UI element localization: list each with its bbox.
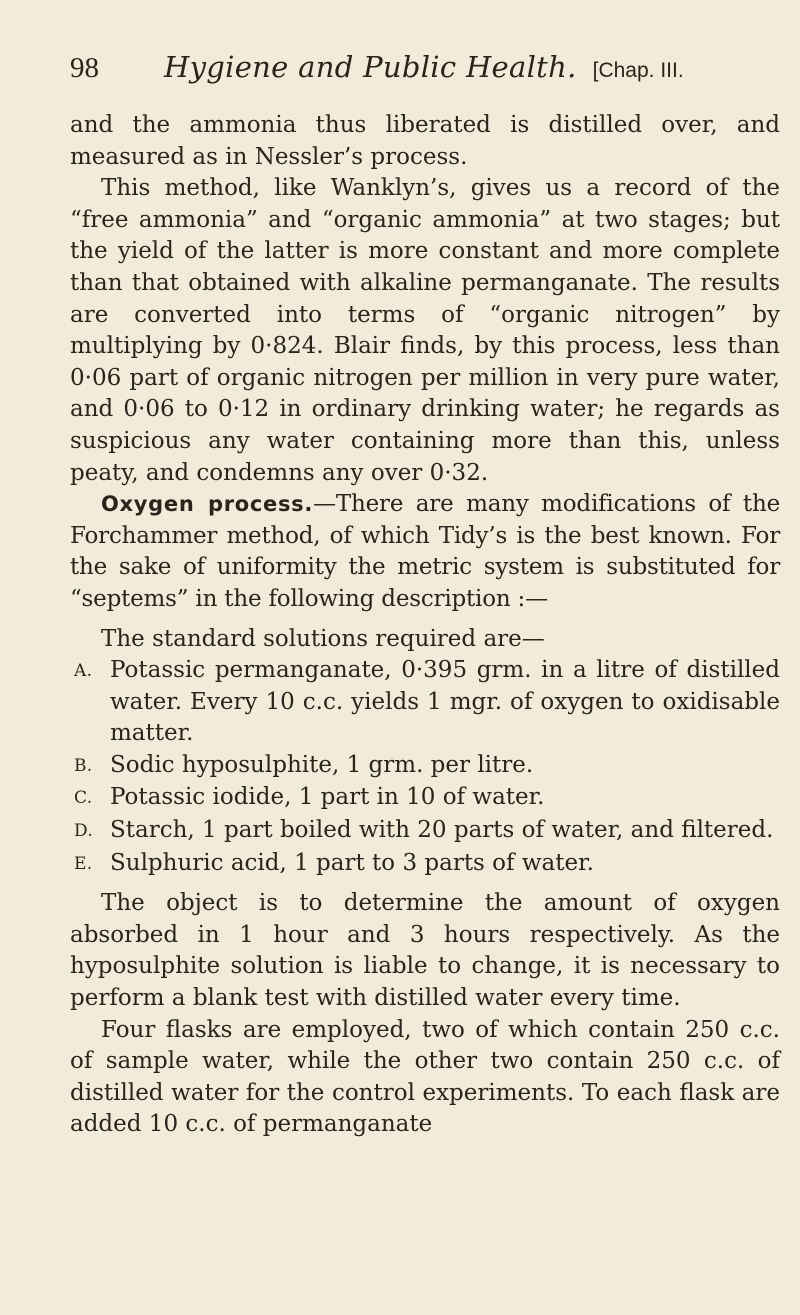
book-page <box>70 52 780 1141</box>
solution-item-a <box>70 655 780 750</box>
chapter-reference: [Chap. III. <box>592 59 684 82</box>
solution-letter: C. <box>74 788 93 809</box>
paragraph-oxygen-process <box>70 489 780 615</box>
oxygen-process-text: —There are many modifications of the Forchammer method, of which Tidy’s is the best known. For the sake of uniformity the metric system is substituted for “septems” in the following description :— <box>70 491 780 612</box>
solution-description: Sodic hyposulphite, 1 grm. per litre. <box>110 751 534 778</box>
solution-letter: A. <box>74 661 93 682</box>
solution-item-b <box>70 750 780 783</box>
page-header <box>70 52 780 110</box>
solution-description: Potassic iodide, 1 part in 10 of water. <box>110 784 545 811</box>
solution-item-c <box>70 782 780 815</box>
solution-letter: E. <box>74 853 93 874</box>
solution-description: Sulphuric acid, 1 part to 3 parts of water. <box>110 849 594 876</box>
solution-letter: D. <box>74 821 94 842</box>
paragraph-solutions-intro: The standard solutions required are— <box>101 625 545 652</box>
paragraph-spacer <box>70 616 780 624</box>
page-number: 98 <box>70 52 99 84</box>
solution-letter: B. <box>74 755 93 776</box>
solution-item-d <box>70 815 780 848</box>
standard-solutions-list <box>70 655 780 880</box>
solution-description: Potassic permanganate, 0·395 grm. in a litre of distilled water. Every 10 c.c. yields 1 mgr. of oxygen to oxidisable matter. <box>110 657 780 747</box>
paragraph-method-comparison: This method, like Wanklyn’s, gives us a record of the “free ammonia” and “organic ammonia” at two stages; but the yield of the latter is more constant and more complete than that obtained with alkaline permanganate. The results are converted into terms of “organic nitrogen” by multiplying by 0·824. Blair finds, by this process, less than 0·06 part of organic nitrogen per million in very pure water, and 0·06 to 0·12 in ordinary drinking water; he regards as suspicious any water containing more than this, unless peaty, and condemns any over 0·32. <box>70 175 780 486</box>
paragraph-spacer <box>70 880 780 888</box>
paragraph-four-flasks: Four flasks are employed, two of which contain 250 c.c. of sample water, while the other two contain 250 c.c. of distilled water for the control experiments. To each flask are added 10 c.c. of permanganate <box>70 1016 780 1138</box>
solution-description: Starch, 1 part boiled with 20 parts of water, and filtered. <box>110 817 774 844</box>
paragraph-ammonia-distillation: and the ammonia thus liberated is distilled over, and measured as in Nessler’s process. <box>70 112 780 170</box>
page-body <box>70 110 780 1141</box>
section-heading-oxygen-process: Oxygen process. <box>101 492 314 517</box>
paragraph-object-of-test: The object is to determine the amount of oxygen absorbed in 1 hour and 3 hours respectively. As the hyposulphite solution is liable to change, it is necessary to perform a blank test with distilled water every time. <box>70 890 780 1012</box>
running-title: Hygiene and Public Health. <box>164 50 577 84</box>
solution-item-e <box>70 848 780 881</box>
